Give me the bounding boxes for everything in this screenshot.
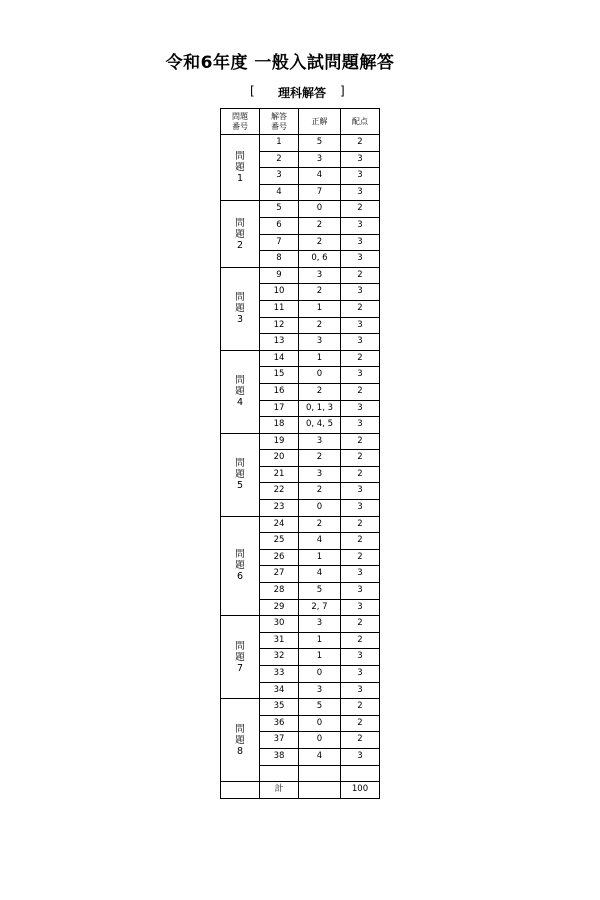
answer-number-cell: 28 [260,583,299,600]
answer-number-cell: 31 [260,632,299,649]
subtitle-bracket-right: ] [340,84,345,98]
correct-answer-cell: 0 [299,732,341,749]
points-cell: 2 [341,549,380,566]
total-points: 100 [341,782,380,799]
points-cell: 3 [341,682,380,699]
points-cell: 2 [341,616,380,633]
correct-answer-cell: 3 [299,433,341,450]
correct-answer-cell: 1 [299,632,341,649]
points-cell: 3 [341,599,380,616]
points-cell: 2 [341,433,380,450]
points-cell: 2 [341,516,380,533]
correct-answer-cell: 0, 4, 5 [299,417,341,434]
correct-answer-cell: 3 [299,466,341,483]
points-cell: 3 [341,483,380,500]
correct-answer-cell: 0 [299,715,341,732]
answer-number-cell: 4 [260,184,299,201]
question-group-label: 問 題 3 [221,267,260,350]
question-group-label: 問 題 6 [221,516,260,616]
points-cell: 2 [341,699,380,716]
points-cell: 3 [341,168,380,185]
points-cell: 2 [341,300,380,317]
correct-answer-cell: 4 [299,566,341,583]
answer-number-cell: 35 [260,699,299,716]
answer-number-cell: 25 [260,533,299,550]
question-group-label: 問 題 2 [221,201,260,267]
question-group-label: 問 題 4 [221,350,260,433]
answer-number-cell: 27 [260,566,299,583]
answer-table [220,108,380,799]
points-cell: 3 [341,566,380,583]
correct-answer-cell: 3 [299,267,341,284]
answer-number-cell: 3 [260,168,299,185]
header-points: 配点 [341,109,380,135]
correct-answer-cell: 4 [299,168,341,185]
answer-number-cell: 6 [260,217,299,234]
points-cell: 2 [341,715,380,732]
correct-answer-cell: 3 [299,682,341,699]
points-cell: 2 [341,201,380,218]
answer-number-cell: 14 [260,350,299,367]
table-row [221,267,380,284]
question-group-label: 問 題 1 [221,135,260,201]
correct-answer-cell: 1 [299,549,341,566]
correct-answer-cell: 5 [299,583,341,600]
correct-answer-cell: 2 [299,383,341,400]
table-row [221,699,380,716]
correct-answer-cell: 2 [299,234,341,251]
answer-number-cell: 12 [260,317,299,334]
points-cell: 2 [341,383,380,400]
correct-answer-cell: 4 [299,748,341,765]
correct-answer-cell: 0, 6 [299,251,341,268]
answer-number-cell: 36 [260,715,299,732]
answer-number-cell [260,765,299,782]
table-row [221,616,380,633]
answer-number-cell: 10 [260,284,299,301]
header-answer-number: 解答 番号 [260,109,299,135]
answer-number-cell: 37 [260,732,299,749]
answer-number-cell: 18 [260,417,299,434]
answer-number-cell: 29 [260,599,299,616]
answer-number-cell: 23 [260,500,299,517]
answer-number-cell: 17 [260,400,299,417]
answer-number-cell: 13 [260,334,299,351]
answer-number-cell: 26 [260,549,299,566]
answer-number-cell: 38 [260,748,299,765]
points-cell: 3 [341,367,380,384]
subtitle-bracket-left: [ [250,84,255,98]
correct-answer-cell: 3 [299,616,341,633]
points-cell: 3 [341,217,380,234]
answer-number-cell: 21 [260,466,299,483]
points-cell: 2 [341,350,380,367]
answer-number-cell: 33 [260,666,299,683]
correct-answer-cell: 2 [299,450,341,467]
points-cell: 3 [341,184,380,201]
correct-answer-cell: 2, 7 [299,599,341,616]
answer-number-cell: 30 [260,616,299,633]
correct-answer-cell: 5 [299,135,341,152]
points-cell: 3 [341,317,380,334]
correct-answer-cell [299,765,341,782]
correct-answer-cell: 1 [299,300,341,317]
subtitle-subject: 理科解答 [278,86,327,100]
correct-answer-cell: 2 [299,516,341,533]
points-cell: 2 [341,135,380,152]
answer-number-cell: 2 [260,151,299,168]
total-label: 計 [260,782,299,799]
correct-answer-cell: 0 [299,201,341,218]
correct-answer-cell: 1 [299,649,341,666]
table-row [221,135,380,152]
correct-answer-cell: 2 [299,217,341,234]
points-cell: 2 [341,632,380,649]
header-question-group: 問題 番号 [221,109,260,135]
answer-number-cell: 34 [260,682,299,699]
points-cell: 3 [341,417,380,434]
points-cell: 3 [341,748,380,765]
table-header-row [221,109,380,135]
answer-number-cell: 8 [260,251,299,268]
points-cell: 2 [341,267,380,284]
points-cell: 3 [341,500,380,517]
answer-number-cell: 1 [260,135,299,152]
total-answer-empty [299,782,341,799]
points-cell: 2 [341,732,380,749]
points-cell: 3 [341,334,380,351]
points-cell: 3 [341,666,380,683]
correct-answer-cell: 0 [299,666,341,683]
correct-answer-cell: 0 [299,367,341,384]
points-cell: 3 [341,583,380,600]
points-cell: 3 [341,400,380,417]
table-row [221,350,380,367]
correct-answer-cell: 0, 1, 3 [299,400,341,417]
correct-answer-cell: 0 [299,500,341,517]
answer-number-cell: 16 [260,383,299,400]
correct-answer-cell: 1 [299,350,341,367]
correct-answer-cell: 4 [299,533,341,550]
points-cell: 2 [341,466,380,483]
answer-table-body [221,135,380,782]
correct-answer-cell: 7 [299,184,341,201]
header-correct-answer: 正解 [299,109,341,135]
correct-answer-cell: 2 [299,317,341,334]
total-row [221,782,380,799]
question-group-label: 問 題 5 [221,433,260,516]
points-cell: 3 [341,284,380,301]
answer-number-cell: 24 [260,516,299,533]
answer-number-cell: 7 [260,234,299,251]
points-cell: 3 [341,151,380,168]
answer-number-cell: 22 [260,483,299,500]
page-title: 令和6年度 一般入試問題解答 [165,53,395,73]
answer-number-cell: 32 [260,649,299,666]
correct-answer-cell: 5 [299,699,341,716]
total-empty-cell [221,782,260,799]
table-row [221,433,380,450]
correct-answer-cell: 3 [299,334,341,351]
correct-answer-cell: 2 [299,284,341,301]
points-cell: 3 [341,234,380,251]
question-group-label: 問 題 7 [221,616,260,699]
table-row [221,516,380,533]
points-cell: 2 [341,450,380,467]
question-group-label: 問 題 8 [221,699,260,782]
correct-answer-cell: 2 [299,483,341,500]
points-cell [341,765,380,782]
answer-number-cell: 15 [260,367,299,384]
points-cell: 3 [341,649,380,666]
answer-number-cell: 11 [260,300,299,317]
answer-number-cell: 20 [260,450,299,467]
table-row [221,201,380,218]
points-cell: 2 [341,533,380,550]
points-cell: 3 [341,251,380,268]
answer-number-cell: 9 [260,267,299,284]
answer-number-cell: 19 [260,433,299,450]
correct-answer-cell: 3 [299,151,341,168]
answer-number-cell: 5 [260,201,299,218]
